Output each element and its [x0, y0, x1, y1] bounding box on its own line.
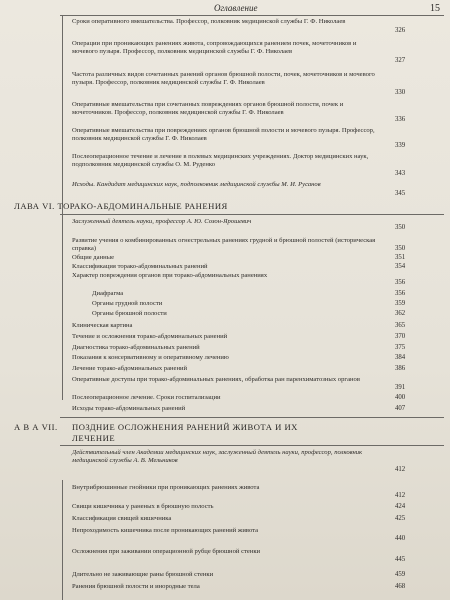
toc-page: 407	[395, 405, 406, 412]
chapter-heading	[14, 422, 58, 432]
running-header-title: Оглавление	[214, 3, 258, 13]
toc-page: 445	[395, 556, 406, 563]
chapter-rule	[60, 214, 444, 215]
toc-entry-text: Частота различных видов сочетанных ранений органов брюшной полости, почек, мочеточников и мочевого пузыря. Профессор, полковник медицинской службы Г. Ф. Николаев	[72, 71, 375, 86]
toc-entry-text: Послеоперационное лечение. Сроки госпитализации	[72, 394, 221, 401]
toc-entry	[72, 272, 382, 280]
toc-entry	[72, 344, 382, 352]
toc-entry	[72, 40, 382, 55]
toc-page: 339	[395, 142, 406, 149]
toc-entry	[72, 571, 382, 579]
toc-entry-text: Исходы. Кандидат медицинских наук, подполковник медицинской службы М. И. Русанов	[72, 181, 321, 188]
toc-entry	[72, 365, 382, 373]
toc-entry-text: Классификация торако-абдоминальных ранений	[72, 263, 208, 270]
toc-entry-text: Лечение торако-абдоминальных ранений	[72, 365, 188, 372]
chapter-author	[72, 218, 382, 226]
toc-page: 440	[395, 535, 406, 542]
toc-entry-text: Послеоперационное течение и лечение в полевых медицинских учреждениях. Доктор медицинских наук, подполковник медицинской службы О. М. Руденко	[72, 153, 369, 168]
toc-entry	[72, 71, 382, 86]
toc-entry	[72, 484, 382, 492]
toc-entry-text: Оперативные вмешательства при повреждениях органов брюшной полости и мочевого пузыря. Профессор, полковник медицинской службы Г. Ф. Николаев	[72, 127, 375, 142]
section-rule	[60, 417, 444, 418]
toc-entry	[72, 394, 382, 402]
toc-entry-text: Показания к консервативному и оперативному лечению	[72, 354, 229, 361]
toc-subentry	[92, 300, 402, 308]
chapter-label: А В А VII.	[14, 422, 58, 432]
toc-entry	[72, 153, 382, 168]
chapter-author	[72, 449, 382, 464]
toc-entry-text: Непроходимость кишечника после проникающих ранений живота	[72, 527, 259, 534]
toc-entry	[72, 237, 382, 252]
chapter-author-text: Заслуженный деятель науки, профессор А. Ю. Созон-Ярошевич	[72, 218, 252, 225]
toc-page: 384	[395, 354, 406, 361]
toc-entry	[72, 527, 382, 535]
toc-entry	[72, 354, 382, 362]
chapter-rule	[60, 445, 444, 446]
chapter-title: ТОРАКО-АБДОМИНАЛЬНЫЕ РАНЕНИЯ	[57, 201, 228, 211]
toc-page: 345	[395, 190, 406, 197]
toc-entry	[72, 583, 382, 591]
toc-entry-text: Ранения брюшной полости и инородные тела	[72, 583, 200, 590]
toc-entry-text: Характер повреждения органов при торако-абдоминальных ранениях	[72, 272, 268, 279]
chapter-title-line: ЛЕЧЕНИЕ	[72, 433, 116, 443]
toc-page: 424	[395, 503, 406, 510]
toc-entry	[72, 263, 382, 271]
toc-page: 350	[395, 245, 406, 252]
toc-entry	[72, 376, 382, 384]
toc-entry-text: Сроки оперативного вмешательства. Профессор, полковник медицинской службы Г. Ф. Николаев	[72, 18, 346, 25]
toc-page: 400	[395, 394, 406, 401]
toc-page: 327	[395, 57, 406, 64]
toc-page: 350	[395, 224, 406, 231]
toc-page: 330	[395, 89, 406, 96]
toc-entry-text: Органы брюшной полости	[92, 310, 167, 317]
toc-page: 459	[395, 571, 406, 578]
page-number: 15	[430, 3, 440, 14]
chapter-label: ЛАВА VI.	[14, 201, 55, 211]
toc-entry-text: Классификация свищей кишечника	[72, 515, 172, 522]
toc-entry-text: Свищи кишечника у раненых в брюшную полость	[72, 503, 214, 510]
toc-page: 375	[395, 344, 406, 351]
toc-page: 412	[395, 466, 406, 473]
toc-entry-text: Диагностика торако-абдоминальных ранений	[72, 344, 200, 351]
chapter-title-line: ПОЗДНИЕ ОСЛОЖНЕНИЯ РАНЕНИЙ ЖИВОТА И ИХ	[72, 422, 298, 432]
toc-entry	[72, 254, 382, 262]
toc-entry-text: Оперативные вмешательства при сочетанных повреждениях органов брюшной полости, почек и мочеточников. Профессор, полковник медицинской службы Г. Ф. Николаев	[72, 101, 344, 116]
chapter-heading	[14, 201, 228, 211]
toc-entry-text: Общие данные	[72, 254, 114, 261]
toc-page: 365	[395, 322, 406, 329]
toc-page: 468	[395, 583, 406, 590]
toc-entry-text: Органы грудной полости	[92, 300, 163, 307]
toc-page: 425	[395, 515, 406, 522]
chapter-author-text: Действительный член Академии медицинских наук, заслуженный деятель науки, профессор, полковник медицинской службы А. В. Мельников	[72, 449, 363, 464]
toc-page: 386	[395, 365, 406, 372]
toc-entry-text: Внутрибрюшинные гнойники при проникающих ранениях живота	[72, 484, 260, 491]
toc-page: 412	[395, 492, 406, 499]
toc-entry-text: Длительно не заживающие раны брюшной стенки	[72, 571, 214, 578]
toc-entry	[72, 181, 382, 189]
toc-entry-text: Клиническая картина	[72, 322, 133, 329]
toc-page: 351	[395, 254, 406, 261]
toc-entry	[72, 127, 382, 142]
toc-page: 359	[395, 300, 406, 307]
toc-left-rule	[62, 15, 63, 265]
toc-subentry	[92, 310, 402, 318]
chapter-title	[72, 433, 115, 443]
toc-subentry	[92, 290, 402, 298]
toc-entry-text: Течение и осложнения торако-абдоминальных ранений	[72, 333, 228, 340]
toc-entry-text: Развитие учения о комбинированных огнестрельных ранениях грудной и брюшной полостей (историческая справка)	[72, 237, 376, 252]
toc-entry	[72, 101, 382, 116]
toc-entry	[72, 18, 382, 26]
toc-page: 356	[395, 279, 406, 286]
toc-left-rule	[62, 480, 63, 600]
toc-page: 362	[395, 310, 406, 317]
toc-entry	[72, 515, 382, 523]
header-rule	[60, 15, 444, 16]
toc-entry-text: Оперативные доступы при торако-абдоминальных ранениях, обработка ран паренхиматозных органов	[72, 376, 360, 383]
chapter-title	[72, 422, 298, 432]
toc-entry-text: Осложнения при заживании операционной рубце брюшной стенки	[72, 548, 261, 555]
toc-left-rule	[62, 234, 63, 400]
toc-entry	[72, 405, 382, 413]
toc-page: 343	[395, 170, 406, 177]
toc-page: 356	[395, 290, 406, 297]
toc-entry	[72, 322, 382, 330]
toc-page: 336	[395, 116, 406, 123]
toc-entry-text: Исходы торако-абдоминальных ранений	[72, 405, 186, 412]
toc-entry	[72, 503, 382, 511]
toc-page: 370	[395, 333, 406, 340]
toc-entry-text: Операции при проникающих ранениях живота, сопровождающихся ранением почек, мочеточников и мочевого пузыря. Профессор, полковник медицинской службы Г. Ф. Николаев	[72, 40, 357, 55]
toc-page: 391	[395, 384, 406, 391]
toc-entry	[72, 548, 382, 556]
toc-page: 326	[395, 27, 406, 34]
toc-entry	[72, 333, 382, 341]
toc-entry-text: Диафрагма	[92, 290, 124, 297]
toc-page: 354	[395, 263, 406, 270]
